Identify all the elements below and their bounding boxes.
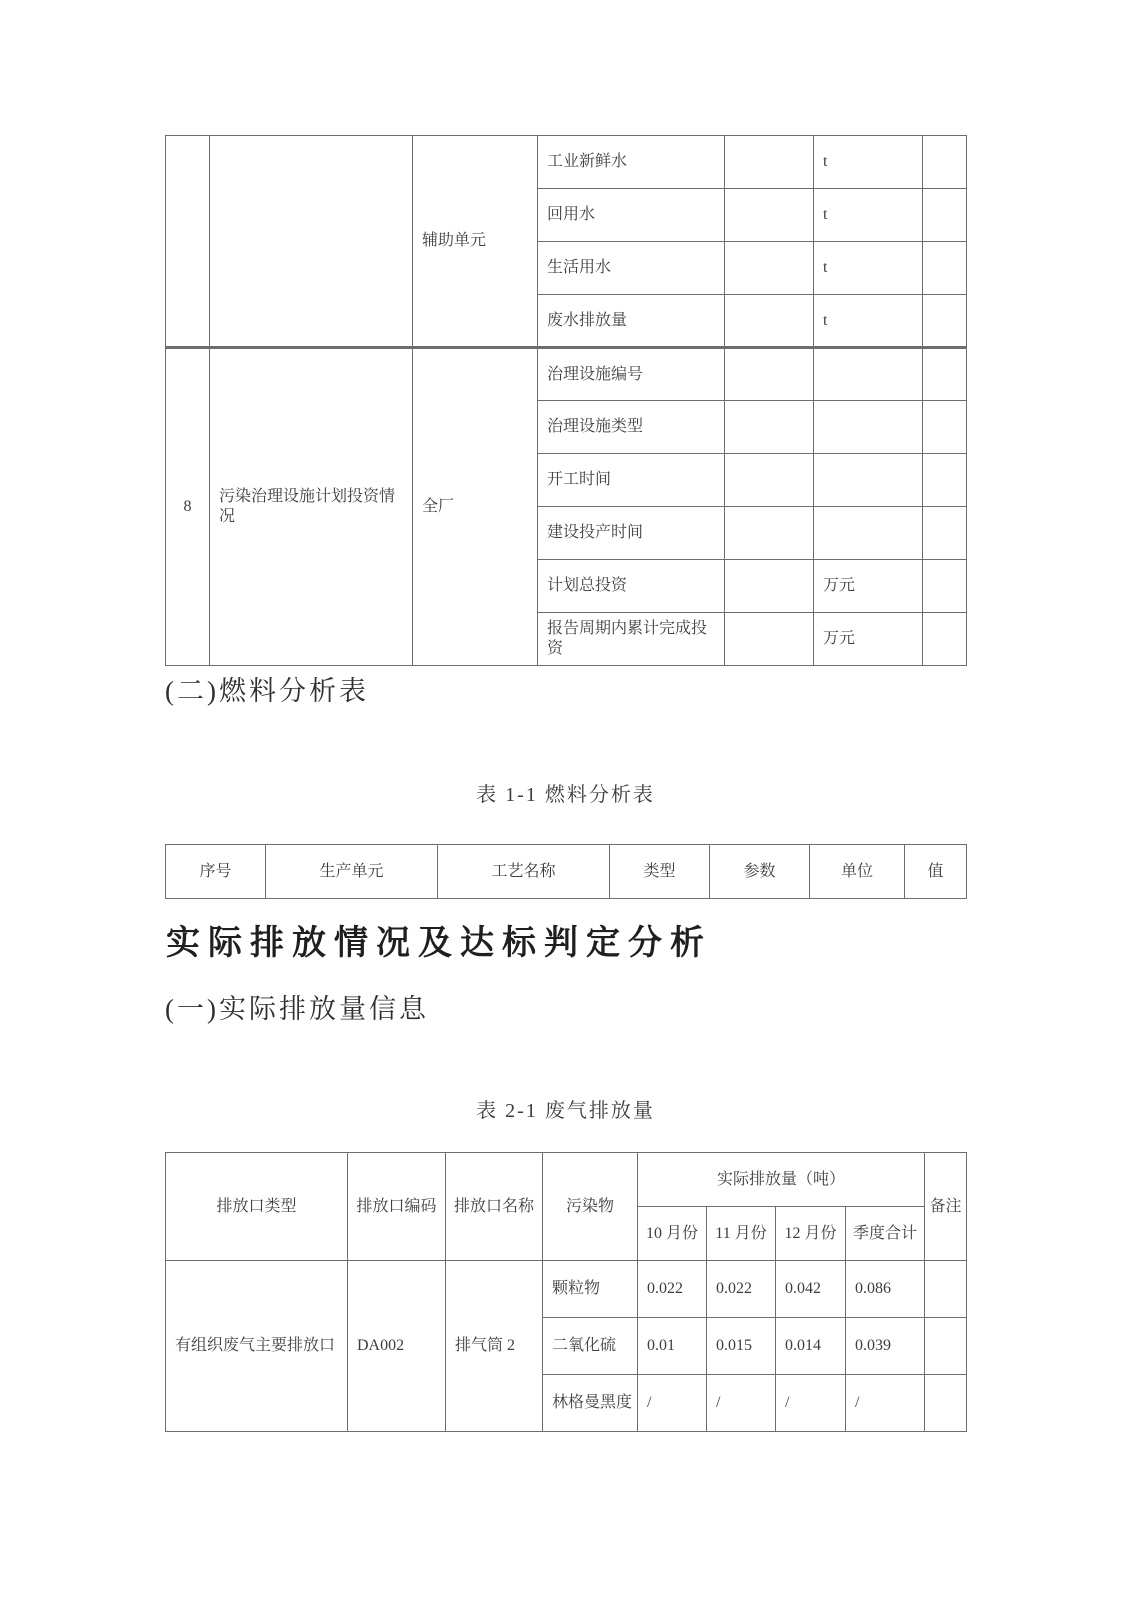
investment-table [165,135,967,666]
unit-cell [814,401,923,454]
outlet-type-cell: 有组织废气主要排放口 [166,1261,348,1432]
unit-cell: t [814,295,923,348]
pollutant-cell: 颗粒物 [543,1261,638,1318]
item-cell: 治理设施编号 [538,348,725,401]
item-cell: 报告周期内累计完成投资 [538,613,725,666]
value-cell: 0.015 [707,1318,776,1375]
empty-cell [725,507,814,560]
unit-cell [814,507,923,560]
item-cell: 治理设施类型 [538,401,725,454]
fuel-analysis-table [165,844,967,899]
value-cell: / [846,1375,925,1432]
item-cell: 计划总投资 [538,560,725,613]
item-cell: 工业新鲜水 [538,136,725,189]
table-header-row [166,1153,967,1207]
section-heading-fuel-analysis: (二)燃料分析表 [165,676,369,706]
unit-cell: t [814,136,923,189]
header-actual-emission: 实际排放量（吨） [638,1153,925,1207]
header-unit: 单位 [810,845,905,899]
gas-emission-table [165,1152,967,1432]
header-outlet-code: 排放口编码 [348,1153,446,1261]
header-quarter-total: 季度合计 [846,1207,925,1261]
empty-cell [210,136,413,348]
empty-cell [923,560,967,613]
value-cell: 0.039 [846,1318,925,1375]
table-header-row [166,845,967,899]
header-month-oct: 10 月份 [638,1207,707,1261]
empty-cell [923,136,967,189]
value-cell: 0.022 [638,1261,707,1318]
pollutant-cell: 二氧化硫 [543,1318,638,1375]
item-cell: 开工时间 [538,454,725,507]
value-cell: 0.042 [776,1261,846,1318]
empty-cell [725,295,814,348]
table2-caption: 表 2-1 废气排放量 [476,1100,655,1122]
header-remark: 备注 [925,1153,967,1261]
header-process-name: 工艺名称 [438,845,610,899]
unit-cell: 万元 [814,560,923,613]
value-cell: 0.01 [638,1318,707,1375]
header-month-dec: 12 月份 [776,1207,846,1261]
outlet-code-cell: DA002 [348,1261,446,1432]
value-cell: 0.086 [846,1261,925,1318]
unit-cell [814,454,923,507]
table-row [166,136,967,189]
header-type: 类型 [610,845,710,899]
empty-cell [923,401,967,454]
empty-cell [166,136,210,348]
value-cell: / [638,1375,707,1432]
row-number-cell: 8 [166,348,210,666]
empty-cell [923,189,967,242]
value-cell: / [707,1375,776,1432]
main-heading: 实际排放情况及达标判定分析 [166,925,712,962]
header-pollutant: 污染物 [543,1153,638,1261]
remark-cell [925,1318,967,1375]
empty-cell [923,454,967,507]
scope-cell: 全厂 [413,348,538,666]
table-row [166,1261,967,1318]
item-cell: 建设投产时间 [538,507,725,560]
item-cell: 生活用水 [538,242,725,295]
table-row [166,348,967,401]
header-parameter: 参数 [710,845,810,899]
unit-cell [814,348,923,401]
unit-group-cell: 辅助单元 [413,136,538,348]
value-cell: 0.014 [776,1318,846,1375]
unit-cell: 万元 [814,613,923,666]
empty-cell [725,136,814,189]
pollutant-cell: 林格曼黑度 [543,1375,638,1432]
empty-cell [725,454,814,507]
unit-cell: t [814,242,923,295]
empty-cell [923,242,967,295]
empty-cell [725,560,814,613]
remark-cell [925,1375,967,1432]
value-cell: 0.022 [707,1261,776,1318]
unit-cell: t [814,189,923,242]
category-cell: 污染治理设施计划投资情况 [210,348,413,666]
empty-cell [923,295,967,348]
empty-cell [923,507,967,560]
header-outlet-type: 排放口类型 [166,1153,348,1261]
item-cell: 回用水 [538,189,725,242]
empty-cell [923,613,967,666]
empty-cell [923,348,967,401]
empty-cell [725,613,814,666]
item-cell: 废水排放量 [538,295,725,348]
value-cell: / [776,1375,846,1432]
outlet-name-cell: 排气筒 2 [446,1261,543,1432]
empty-cell [725,242,814,295]
header-seq: 序号 [166,845,266,899]
empty-cell [725,348,814,401]
empty-cell [725,189,814,242]
header-production-unit: 生产单元 [266,845,438,899]
section-heading-actual-emission: (一)实际排放量信息 [165,994,429,1024]
header-month-nov: 11 月份 [707,1207,776,1261]
empty-cell [725,401,814,454]
remark-cell [925,1261,967,1318]
header-outlet-name: 排放口名称 [446,1153,543,1261]
table1-caption: 表 1-1 燃料分析表 [476,784,655,806]
header-value: 值 [905,845,967,899]
